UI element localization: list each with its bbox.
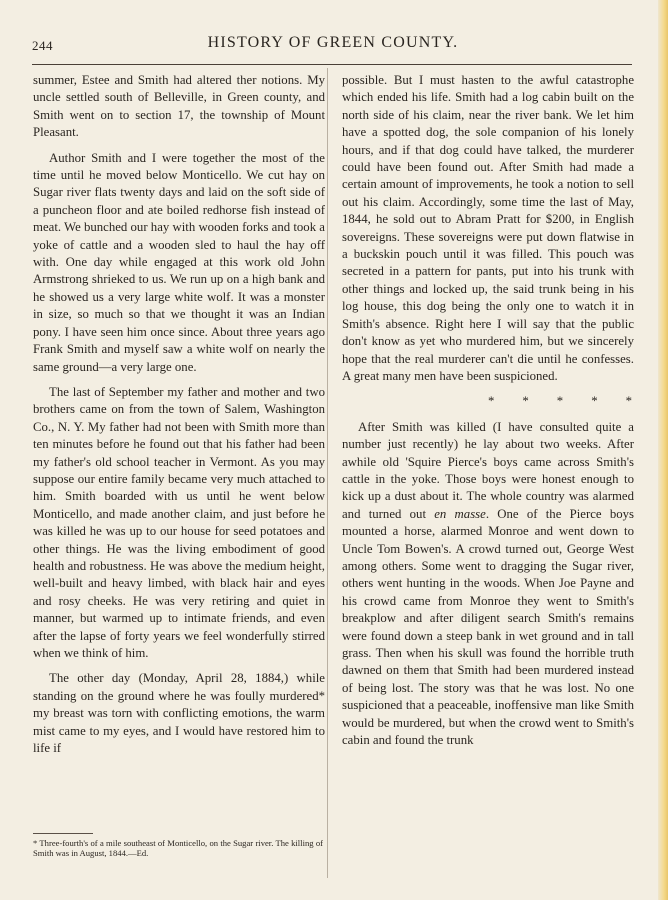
- page-number: 244: [32, 38, 53, 53]
- paragraph: The other day (Monday, April 28, 1884,) while standing on the ground where he was foully murdered* my breast was torn with conflicting emotions, the warm mist came to my eyes, and I would have restored him to life if: [33, 671, 325, 756]
- paragraph-text: After Smith was killed (I have consulted quite a number just recently) he lay about two weeks. After awhile old 'Squire Pierce's boys came across Smith's cattle in the yoke. Those boys were honest enough to kick up a dust about it. The whole country was alarmed and turned out: [342, 419, 634, 521]
- page-edge: [658, 0, 668, 900]
- page-header: [32, 34, 634, 58]
- paragraph-text: . One of the Pierce boys mounted a horse, alarmed Monroe and went down to Uncle Tom Bowen's. A crowd turned out, George West among others. Some went to dragging the Sugar river, others went hunting in the woods. When Joe Payne and his crowd came from Monroe they went to Smith's breakplow and after diligent search Smith's remains were found down a steep bank in wet ground and in tall grass. Then when his skull was found the horrible truth dawned on them that Smith had been murdered instead of being lost. The story was that he was lost. No one suspicioned that a peaceable, inoffensive man like Smith would be murdered, but when the crowd went to Smith's cabin and found the trunk: [342, 506, 634, 748]
- paragraph: summer, Estee and Smith had altered ther notions. My uncle settled south of Belleville, in Green county, and Smith went on to section 17, the township of Mount Pleasant.: [33, 73, 325, 140]
- header-rule: [32, 64, 632, 65]
- column-divider: [327, 68, 328, 878]
- paragraph: The last of September my father and mother and two brothers came on from the town of Salem, Washington Co., N. Y. My father had not been with Smith more than ten minutes before he found out that his father had been my father's old school teacher in Vermont. As you may suppose our entire family became very much attached to him. Smith boarded with us until he went below Monticello, and made another claim, and just before he was killed he was up to our house for seed potatoes and other things. He was the living embodiment of good health and robustness. He was above the medium height, well-built and heavy limbed, with black hair and eyes and rosy cheeks. He was very retiring and quiet in manner, but warmed up to intimate friends, and even after the lapse of forty years we feel wonderfully stirred when we think of him.: [33, 384, 325, 660]
- footnote: * Three-fourth's of a mile southeast of Monticello, on the Sugar river. The killing of Smith was in August, 1844.—Ed.: [33, 838, 323, 859]
- running-title: HISTORY OF GREEN COUNTY.: [207, 34, 459, 51]
- paragraph: [342, 419, 634, 750]
- italic-phrase: en masse: [434, 506, 486, 521]
- left-column: [33, 72, 325, 765]
- right-column: [342, 72, 634, 757]
- section-break-asterisks: * * * * *: [488, 394, 634, 409]
- paragraph: possible. But I must hasten to the awful catastrophe which ended his life. Smith had a log cabin built on the north side of his claim, near the river bank. We let him have a spotted dog, the sole companion of his lonely hours, and if that dog could have talked, the murderer could have been found out. After Smith had made a certain amount of improvements, he took a notion to sell out his claim. Accordingly, some time the last of May, 1844, he sold out to Abram Pratt for $200, in English sovereigns. These sovereigns were put down flatwise in a buckskin pouch until it was filled. This pouch was secreted in a pattern for pants, put into his trunk with other things and locked up, the said trunk being in his log house, this dog being the only one to watch it in Smith's absence. Right here I will say that the public don't know as yet who murdered him, but we sincerely hope that the real murderer can't die until he confesses. A great many men have been suspicioned.: [342, 73, 634, 383]
- paragraph: Author Smith and I were together the most of the time until he moved below Monticello. We cut hay on Sugar river flats twenty days and laid on the soft side of a puncheon floor and ate boiled redhorse fish instead of meat. We bunched our hay with wooden forks and took a yoke of cattle and a wooden sled to haul the hay off with. One day while engaged at this work old John Armstrong shrieked to us. We run up on a high bank and he showed us a very large white wolf. It was a monster in size, so much so that we thought it was an Indian pony. I have seen him once since. About three years ago Frank Smith and myself saw a white wolf on nearly the same ground—a very large one.: [33, 150, 325, 374]
- footnote-rule: [33, 833, 93, 834]
